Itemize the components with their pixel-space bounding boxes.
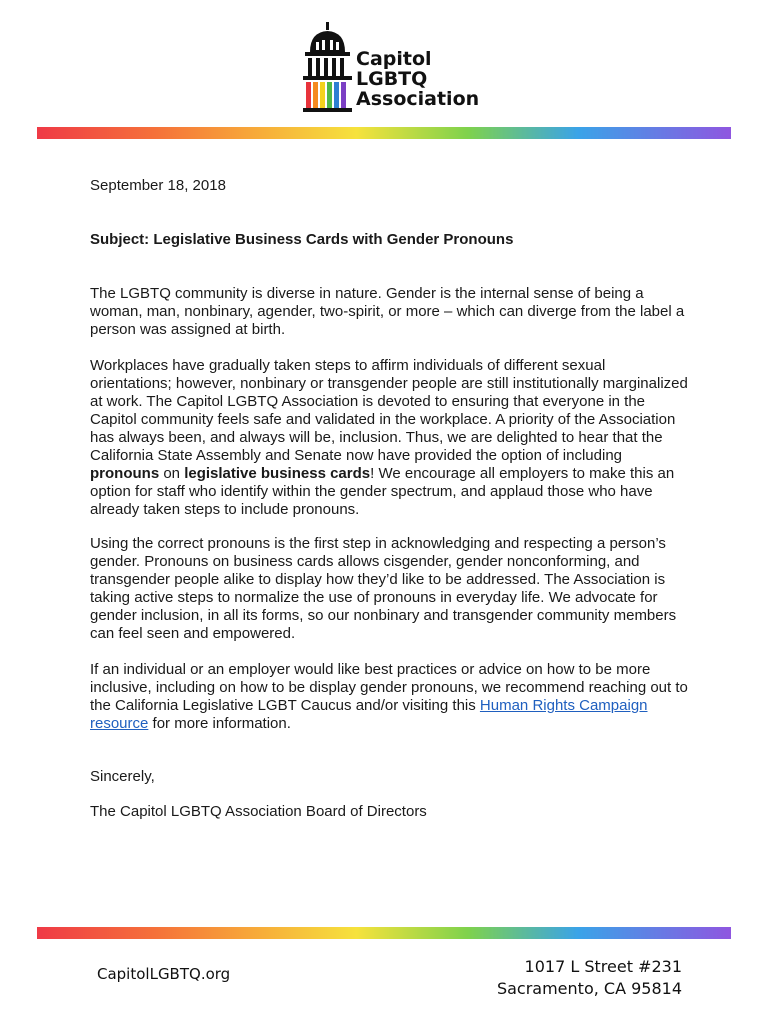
paragraph-2 <box>90 357 690 519</box>
logo-line-2: LGBTQ <box>356 68 428 90</box>
rainbow-divider-top <box>37 127 731 139</box>
logo <box>300 22 490 114</box>
capitol-dome-icon <box>300 22 356 114</box>
footer-address <box>497 956 682 1000</box>
human-rights-campaign-link[interactable]: Human Rights Campaign resource <box>90 697 648 732</box>
paragraph-4-text-2: for more information. <box>148 715 291 732</box>
footer-website: CapitolLGBTQ.org <box>97 965 231 983</box>
rainbow-divider-bottom <box>37 927 731 939</box>
signature: The Capitol LGBTQ Association Board of Directors <box>90 803 427 820</box>
paragraph-2-bold-pronouns: pronouns <box>90 465 160 482</box>
address-line-1: 1017 L Street #231 <box>524 957 682 976</box>
logo-line-1: Capitol <box>356 48 432 70</box>
paragraph-2-text-2: on <box>159 465 185 482</box>
paragraph-3: Using the correct pronouns is the first step in acknowledging and respecting a person’s gender. Pronouns on business cards allows cisgender, gender nonconforming, and transgender people alike to display how they’d like to be addressed. The Association is taking active steps to normalize the use of pronouns in everyday life. We advocate for gender inclusion, in all its forms, so our nonbinary and transgender community members can feel seen and empowered. <box>90 535 677 642</box>
paragraph-4-text-1: If an individual or an employer would like best practices or advice on how to be more inclusive, including on how to be display gender pronouns, we recommend reaching out to the California Legislative LGBT Caucus and/or visiting this <box>90 661 688 714</box>
paragraph-1: The LGBTQ community is diverse in nature. Gender is the internal sense of being a woman, man, nonbinary, agender, two-spirit, or more – which can diverge from the label a person was assigned at birth. <box>90 285 685 338</box>
paragraph-2-text-3: ! We encourage all employers to make this an option for staff who identify within the gender spectrum, and applaud those who have already taken steps to include pronouns. <box>90 465 675 518</box>
paragraph-4 <box>90 661 690 733</box>
paragraph-2-text-1: Workplaces have gradually taken steps to affirm individuals of different sexual orientations; however, nonbinary or transgender people are still institutionally marginalized at work. The Capitol LGBTQ Association is devoted to ensuring that everyone in the Capitol community feels safe and validated in the workplace. A priority of the Association has always been, and always will be, inclusion. Thus, we are delighted to hear that the California State Assembly and Senate now have provided the option of including <box>90 357 688 464</box>
letter-date: September 18, 2018 <box>90 177 226 194</box>
closing: Sincerely, <box>90 768 155 785</box>
paragraph-2-bold-business-cards: legislative business cards <box>184 465 371 482</box>
logo-text <box>356 49 479 109</box>
logo-line-3: Association <box>356 88 480 110</box>
letter-subject: Subject: Legislative Business Cards with Gender Pronouns <box>90 231 514 248</box>
address-line-2: Sacramento, CA 95814 <box>496 979 682 998</box>
